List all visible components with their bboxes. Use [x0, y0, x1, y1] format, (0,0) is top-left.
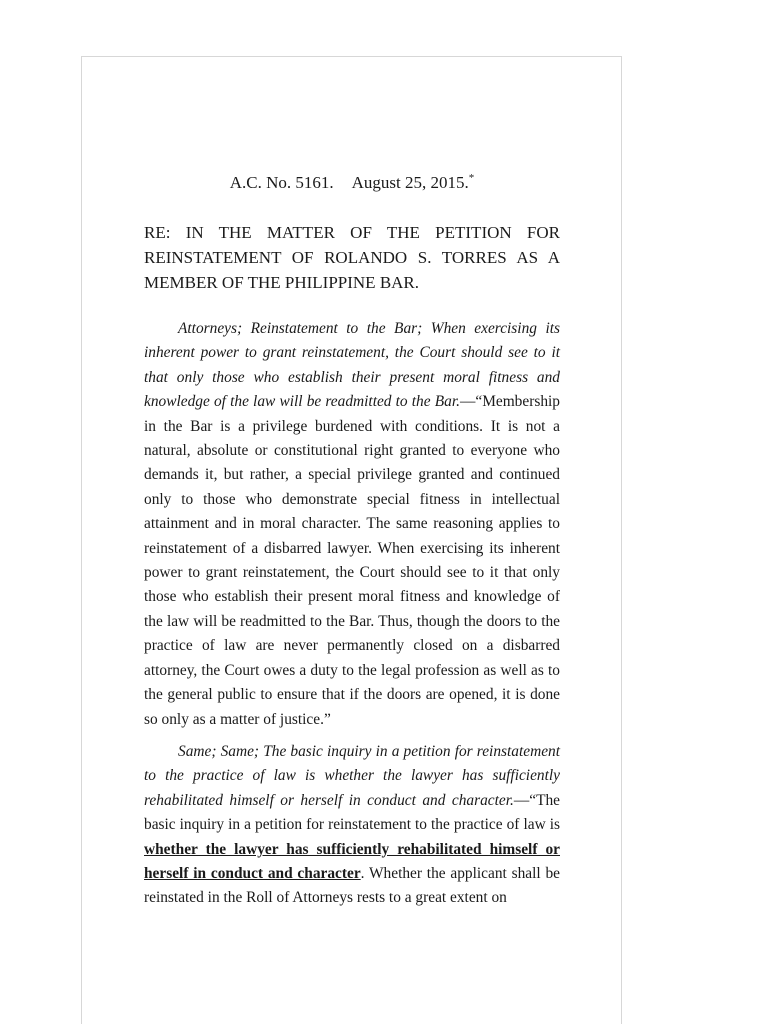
footnote-mark: *: [468, 172, 475, 184]
syllabus-1-body: —“Membership in the Bar is a privilege burdened with conditions. It is not a natural, absolute or constitutional right granted to everyone who demands it, but rather, a special privilege granted and continued only to those who demonstrate special fitness in intellectual attainment and in moral character. The same reasoning applies to reinstatement of a disbarred lawyer. When exercising its inherent power to grant reinstatement, the Court should see to it that only those who establish their present moral fitness and knowledge of the law will be readmitted to the Bar. Thus, though the doors to the practice of law are never permanently closed on a disbarred attorney, the Court owes a duty to the legal profession as well as to the general public to ensure that if the doors are opened, it is done so only as a matter of justice.”: [144, 393, 560, 728]
document-page: [81, 56, 622, 1024]
syllabus-paragraph-2: [144, 740, 560, 911]
case-header: [144, 172, 560, 194]
syllabus-2-emphasis: whether the lawyer has sufficiently rehabilitated himself or herself in conduct and character: [144, 840, 560, 882]
case-date: August 25, 2015.: [351, 173, 469, 192]
syllabus-1-keywords: Attorneys; Reinstatement to the Bar; When exercising its inherent power to grant reinstatement, the Court should see to it that only those who establish their present moral fitness and knowledge of the law will be readmitted to the Bar.: [144, 320, 560, 411]
syllabus-2-body-before: —“The basic inquiry in a petition for reinstatement to the practice of law is: [144, 791, 560, 834]
case-number: A.C. No. 5161.: [229, 173, 334, 192]
syllabus-paragraph-1: [144, 317, 560, 732]
document-content: [144, 172, 560, 919]
syllabus-2-keywords: Same; Same; The basic inquiry in a petition for reinstatement to the practice of law is whether the lawyer has sufficiently rehabilitated himself or herself in conduct and character.: [144, 742, 560, 809]
syllabus-2-body-after: . Whether the applicant shall be reinstated in the Roll of Attorneys rests to a great extent on: [144, 864, 560, 907]
case-title: RE: IN THE MATTER OF THE PETITION FOR REINSTATEMENT OF ROLANDO S. TORRES AS A MEMBER OF THE PHILIPPINE BAR.: [144, 223, 560, 292]
